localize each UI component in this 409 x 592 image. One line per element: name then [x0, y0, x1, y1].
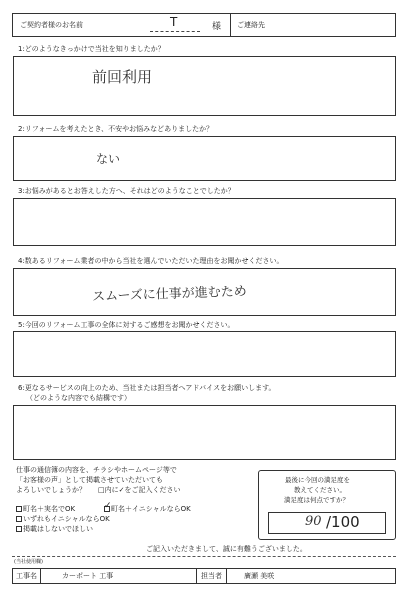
answer-2-text: ない [96, 152, 121, 166]
checkbox-3[interactable] [16, 516, 22, 522]
name-label: ご契約者様のお名前 [20, 21, 83, 29]
contact-label: ご連絡先 [237, 21, 265, 29]
consent-option-1-label: 町名＋実名でOK [23, 505, 76, 513]
question-4-label: 4:数あるリフォーム業者の中から当社を選んでいただいた理由をお聞かせください。 [18, 257, 284, 265]
question-6-sublabel: （どのような内容でも結構です） [26, 394, 131, 402]
answer-box-3 [13, 198, 396, 246]
satisfaction-line-3: 満足度は何点ですか？ [284, 496, 349, 504]
office-use-label: (当社使用欄) [14, 559, 43, 565]
header-divider [230, 13, 231, 37]
work-value: カーポート 工事 [62, 572, 114, 580]
answer-box-2 [13, 136, 396, 181]
answer-4-text: スムーズに仕事が進むため [91, 284, 247, 305]
name-value: T [170, 15, 178, 29]
question-3-label: 3:お悩みがあるとお答えした方へ、それはどのようなことでしたか？ [18, 187, 235, 195]
score-value: 90 [305, 514, 322, 529]
consent-option-2-label: 町名＋イニシャルならOK [111, 505, 191, 513]
answer-box-1 [13, 56, 396, 116]
answer-box-6 [13, 405, 396, 460]
checkbox-1[interactable] [16, 506, 22, 512]
consent-line-1: 仕事の通信簿の内容を、チラシやホームページ等で [16, 466, 177, 474]
satisfaction-line-2: 教えてください。 [294, 486, 346, 494]
question-5-label: 5:今回のリフォーム工事の全体に対するご感想をお聞かせください。 [18, 321, 235, 329]
consent-option-4-label: 掲載はしないでほしい [23, 525, 93, 533]
honorific: 様 [212, 22, 222, 32]
answer-box-5 [13, 331, 396, 377]
work-label: 工事名 [16, 572, 37, 580]
consent-option-4[interactable] [16, 525, 93, 534]
consent-option-1[interactable] [16, 505, 75, 514]
staff-label: 担当者 [201, 572, 222, 580]
question-1-label: 1:どのようなきっかけで当社を知りましたか？ [18, 45, 165, 53]
score-max: /100 [326, 513, 360, 531]
consent-option-2[interactable] [104, 501, 191, 514]
office-split-2 [196, 568, 197, 584]
staff-value: 廣瀬 美咲 [244, 572, 275, 580]
consent-line-3: よろしいでしょうか？ [16, 486, 86, 494]
consent-line-2: 「お客様の声」として掲載させていただいても [16, 476, 163, 484]
checkmark-icon: ✓ [104, 501, 112, 511]
answer-1-text: 前回利用 [92, 68, 153, 86]
checkbox-4[interactable] [16, 526, 22, 532]
consent-option-3[interactable] [16, 515, 110, 524]
office-divider [12, 556, 396, 557]
consent-option-3-label: いずれもイニシャルならOK [23, 515, 110, 523]
thanks-message: ご記入いただきまして、誠に有難うございました。 [146, 545, 307, 553]
office-split-1 [40, 568, 41, 584]
question-2-label: 2:リフォームを考えたとき、不安やお悩みなどありましたか？ [18, 125, 214, 133]
satisfaction-line-1: 最後に今回の満足度を [285, 476, 350, 484]
question-6-label: 6:更なるサービスの向上のため、当社または担当者へアドバイスをお願いします。 [18, 384, 276, 392]
office-split-3 [226, 568, 227, 584]
name-underline [150, 31, 200, 32]
consent-instruction: □内に✓をご記入ください [98, 486, 181, 494]
checkbox-2[interactable] [104, 501, 112, 512]
